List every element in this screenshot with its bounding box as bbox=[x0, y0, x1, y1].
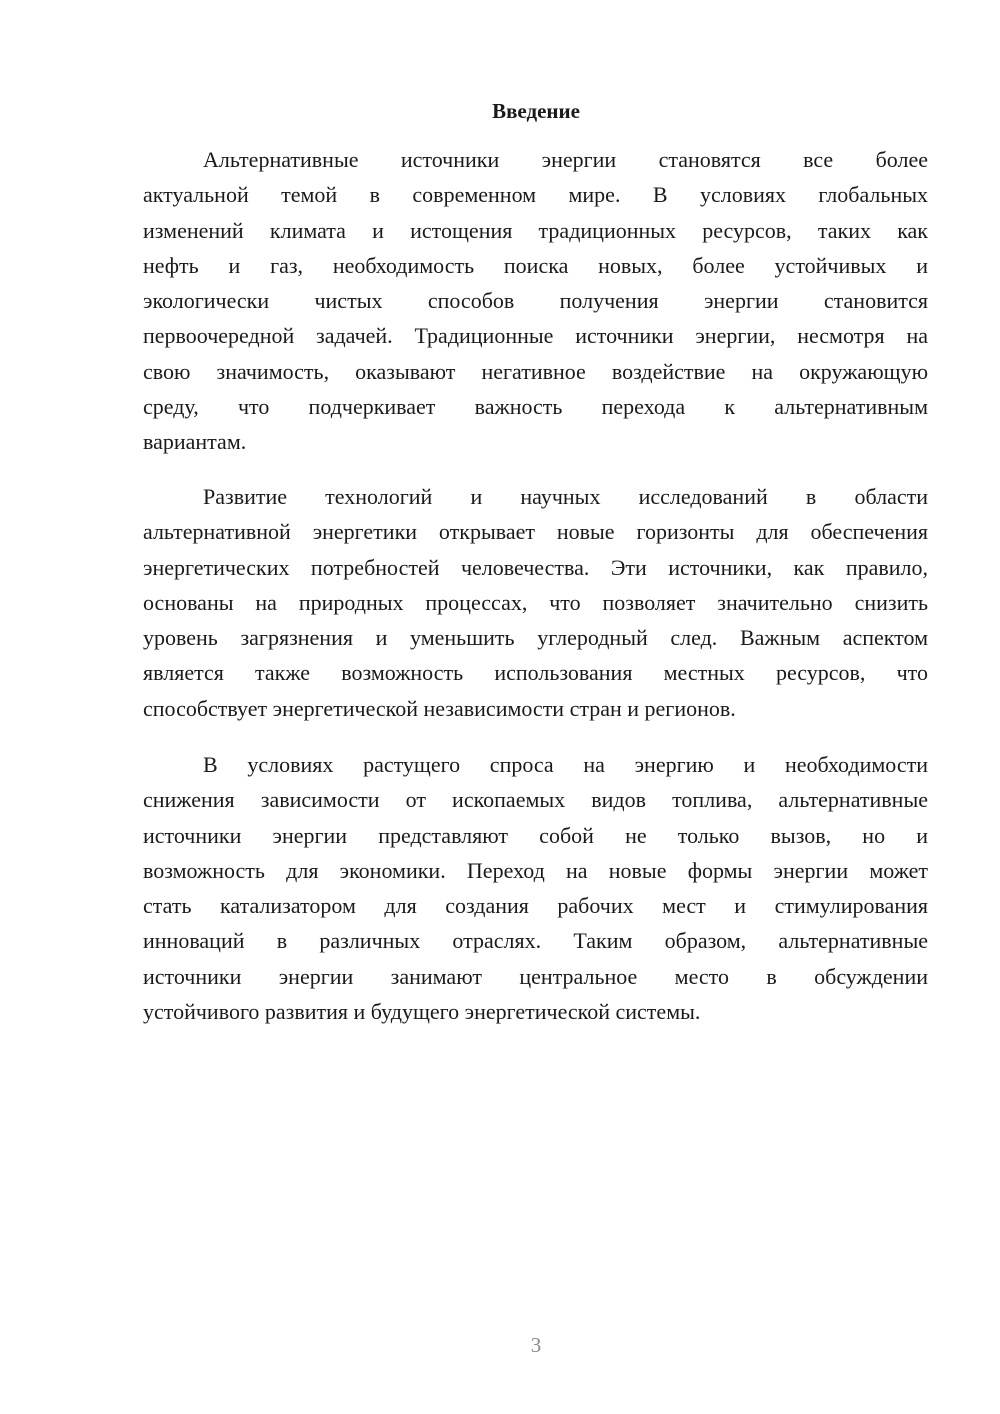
text-line: энергетических потребностей человечества. Эти источники, как правило, bbox=[143, 554, 928, 580]
text-line: стать катализатором для создания рабочих мест и стимулирования bbox=[143, 893, 928, 918]
text-line: В условиях растущего спроса на энергию и необходимости bbox=[203, 752, 928, 777]
text-line: альтернативной энергетики открывает новые горизонты для обеспечения bbox=[143, 519, 928, 545]
paragraph-2 bbox=[143, 479, 928, 726]
text-line: инноваций в различных отраслях. Таким образом, альтернативные bbox=[143, 928, 928, 954]
text-line: источники энергии представляют собой не только вызов, но и bbox=[143, 822, 928, 848]
text-line: устойчивого развития и будущего энергетической системы. bbox=[143, 998, 701, 1024]
text-line: является также возможность использования местных ресурсов, что bbox=[143, 660, 928, 686]
text-line: возможность для экономики. Переход на новые формы энергии может bbox=[143, 857, 928, 883]
paragraph-3 bbox=[143, 747, 928, 1029]
text-line: актуальной темой в современном мире. В условиях глобальных bbox=[143, 182, 928, 208]
text-line: свою значимость, оказывают негативное воздействие на окружающую bbox=[143, 358, 928, 384]
text-line: Альтернативные источники энергии становятся все более bbox=[203, 147, 928, 172]
paragraph-1 bbox=[143, 142, 928, 459]
section-title: Введение bbox=[492, 99, 580, 123]
text-line: экологически чистых способов получения энергии становится bbox=[143, 288, 928, 313]
text-line: первоочередной задачей. Традиционные источники энергии, несмотря на bbox=[143, 323, 928, 349]
page-number: 3 bbox=[530, 1333, 542, 1357]
text-line: нефть и газ, необходимость поиска новых, более устойчивых и bbox=[143, 252, 928, 278]
text-line: изменений климата и истощения традиционных ресурсов, таких как bbox=[143, 217, 928, 243]
text-line: способствует энергетической независимости стран и регионов. bbox=[143, 695, 736, 721]
text-line: снижения зависимости от ископаемых видов топлива, альтернативные bbox=[143, 787, 928, 813]
text-line: Развитие технологий и научных исследований в области bbox=[203, 484, 928, 509]
text-line: основаны на природных процессах, что позволяет значительно снизить bbox=[143, 589, 928, 615]
text-line: источники энергии занимают центральное место в обсуждении bbox=[143, 963, 928, 989]
text-line: среду, что подчеркивает важность перехода к альтернативным bbox=[143, 393, 928, 419]
text-line: вариантам. bbox=[143, 429, 247, 454]
text-line: уровень загрязнения и уменьшить углеродный след. Важным аспектом bbox=[143, 625, 928, 650]
